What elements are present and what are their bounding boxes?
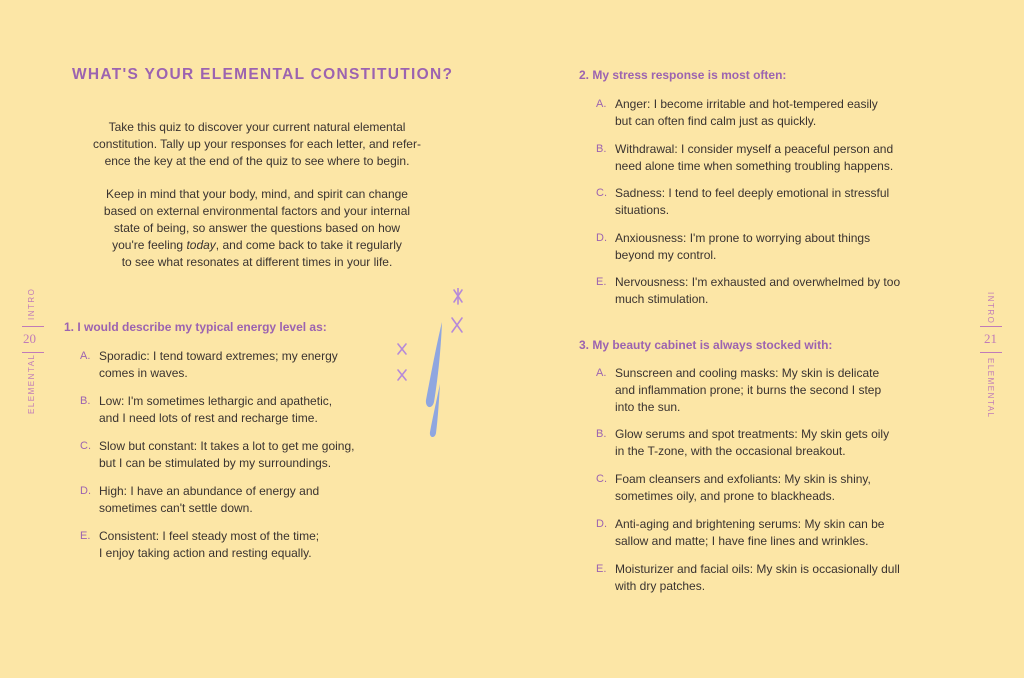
option-text: Anxiousness: I'm prone to worrying about things beyond my control. bbox=[615, 231, 871, 262]
option-letter: A. bbox=[80, 350, 91, 362]
option-text: Low: I'm sometimes lethargic and apathetic, and I need lots of rest and recharge time. bbox=[99, 394, 333, 425]
option-e[interactable] bbox=[596, 561, 956, 595]
intro-line: ence the key at the end of the quiz to see where to begin. bbox=[104, 154, 410, 168]
option-b[interactable] bbox=[596, 141, 956, 175]
running-head-section: INTRO bbox=[27, 287, 36, 320]
raindrop-icon bbox=[426, 322, 442, 407]
sparkle-icon bbox=[452, 318, 462, 332]
option-letter: B. bbox=[80, 395, 91, 407]
running-head-section: INTRO bbox=[986, 292, 995, 325]
option-text: Glow serums and spot treatments: My skin gets oily in the T-zone, with the occasional breakout. bbox=[615, 427, 890, 458]
option-text: Sporadic: I tend toward extremes; my energy comes in waves. bbox=[99, 349, 338, 380]
option-letter: E. bbox=[596, 276, 607, 288]
sparkle-icon bbox=[398, 344, 406, 354]
option-text: Sunscreen and cooling masks: My skin is delicate and inflammation prone; it burns the second I step into the sun. bbox=[615, 366, 882, 414]
option-b[interactable] bbox=[80, 393, 420, 427]
intro-line: constitution. Tally up your responses for each letter, and refer- bbox=[93, 137, 421, 151]
page-title: WHAT'S YOUR ELEMENTAL CONSTITUTION? bbox=[72, 66, 454, 83]
option-a[interactable] bbox=[596, 365, 956, 416]
option-d[interactable] bbox=[596, 230, 956, 264]
folio-rule bbox=[980, 352, 1002, 353]
option-text: Moisturizer and facial oils: My skin is occasionally dull with dry patches. bbox=[615, 562, 900, 593]
intro-line: based on external environmental factors and your internal bbox=[103, 204, 411, 218]
intro-paragraph-1 bbox=[62, 119, 452, 170]
running-head-book: ELEMENTAL bbox=[27, 353, 36, 414]
option-c[interactable] bbox=[596, 471, 956, 505]
intro-line: you're feeling bbox=[112, 238, 187, 252]
option-letter: D. bbox=[80, 485, 91, 497]
page-number: 20 bbox=[23, 331, 36, 346]
option-letter: A. bbox=[596, 98, 607, 110]
question-3-prompt: 3. My beauty cabinet is always stocked with: bbox=[579, 338, 833, 352]
option-a[interactable] bbox=[596, 96, 956, 130]
folio-rule bbox=[22, 326, 44, 327]
option-letter: D. bbox=[596, 518, 607, 530]
option-letter: E. bbox=[596, 563, 607, 575]
option-text: Sadness: I tend to feel deeply emotional in stressful situations. bbox=[615, 186, 890, 217]
sparkle-icon bbox=[398, 370, 406, 380]
option-text: High: I have an abundance of energy and sometimes can't settle down. bbox=[99, 484, 320, 515]
option-letter: A. bbox=[596, 367, 607, 379]
sparkle-icon bbox=[454, 288, 462, 304]
page-number: 21 bbox=[984, 331, 997, 346]
option-letter: C. bbox=[596, 473, 607, 485]
option-letter: B. bbox=[596, 428, 607, 440]
intro-line: state of being, so answer the questions based on how bbox=[113, 221, 401, 235]
option-letter: E. bbox=[80, 530, 91, 542]
option-e[interactable] bbox=[596, 274, 956, 308]
question-1-prompt: 1. I would describe my typical energy level as: bbox=[64, 320, 327, 334]
option-text: Consistent: I feel steady most of the time; I enjoy taking action and resting equally. bbox=[99, 529, 320, 560]
option-text: Nervousness: I'm exhausted and overwhelmed by too much stimulation. bbox=[615, 275, 901, 306]
right-page bbox=[512, 0, 1024, 678]
intro-line: Keep in mind that your body, mind, and spirit can change bbox=[106, 187, 408, 201]
option-text: Anger: I become irritable and hot-tempered easily but can often find calm just as quickly. bbox=[615, 97, 878, 128]
running-head-book: ELEMENTAL bbox=[986, 358, 995, 419]
intro-paragraph-2 bbox=[62, 186, 452, 271]
option-text: Foam cleansers and exfoliants: My skin is shiny, sometimes oily, and prone to blackheads. bbox=[615, 472, 871, 503]
option-text: Slow but constant: It takes a lot to get me going, but I can be stimulated by my surroundings. bbox=[99, 439, 355, 470]
option-e[interactable] bbox=[80, 528, 420, 562]
rain-sparkle-illustration bbox=[392, 288, 482, 448]
intro-line: , and come back to take it regularly bbox=[215, 238, 402, 252]
option-letter: D. bbox=[596, 232, 607, 244]
option-c[interactable] bbox=[596, 185, 956, 219]
option-d[interactable] bbox=[596, 516, 956, 550]
option-text: Anti-aging and brightening serums: My skin can be sallow and matte; I have fine lines and wrinkles. bbox=[615, 517, 885, 548]
intro-line: to see what resonates at different times in your life. bbox=[121, 255, 393, 269]
intro-line: Take this quiz to discover your current natural elemental bbox=[108, 120, 406, 134]
emphasis-today: today bbox=[186, 238, 216, 252]
option-text: Withdrawal: I consider myself a peaceful person and need alone time when something troubling happens. bbox=[615, 142, 894, 173]
option-b[interactable] bbox=[596, 426, 956, 460]
option-letter: C. bbox=[80, 440, 91, 452]
question-2-prompt: 2. My stress response is most often: bbox=[579, 68, 787, 82]
option-letter: C. bbox=[596, 187, 607, 199]
folio-rule bbox=[980, 326, 1002, 327]
option-d[interactable] bbox=[80, 483, 420, 517]
option-a[interactable] bbox=[80, 348, 420, 382]
option-letter: B. bbox=[596, 143, 607, 155]
option-c[interactable] bbox=[80, 438, 420, 472]
